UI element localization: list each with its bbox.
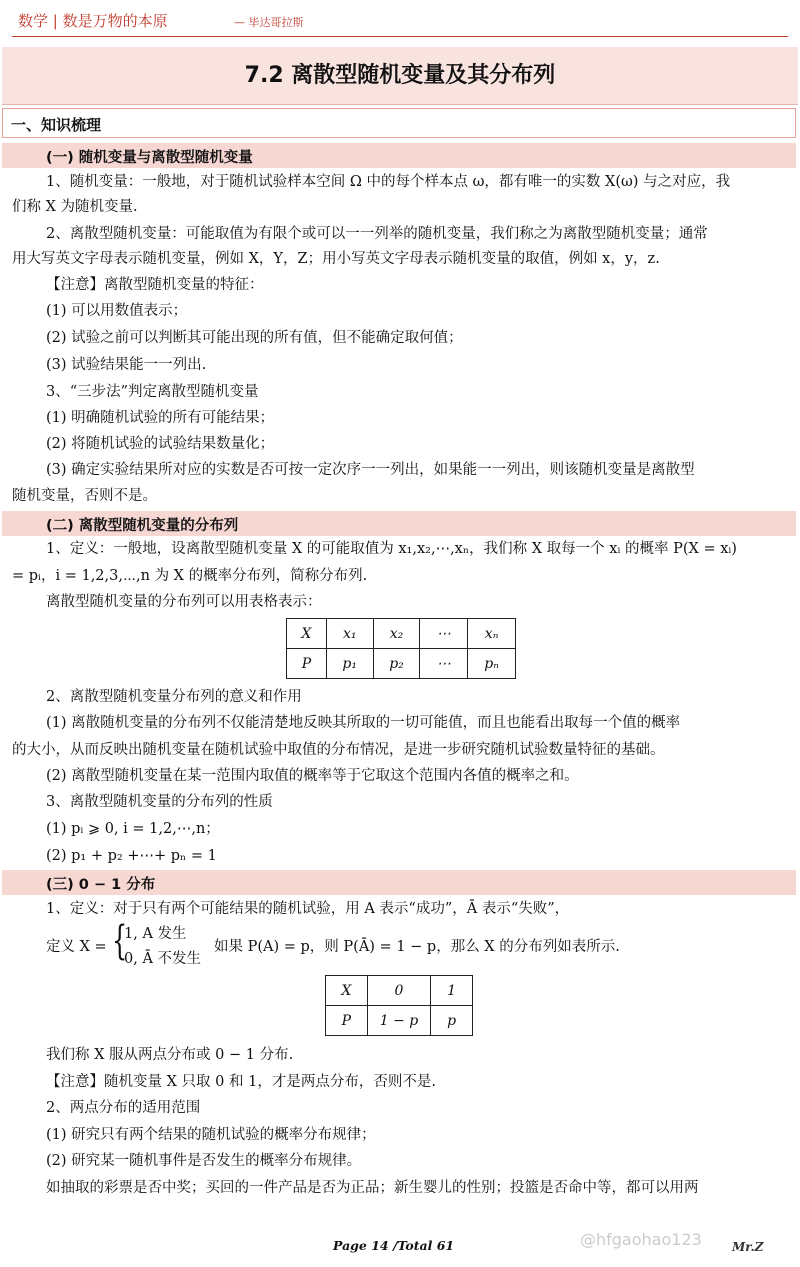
table-cell: 1 − p (367, 1006, 431, 1036)
piecewise-prefix: 定义 X = (46, 939, 107, 955)
list-item: (1) 可以用数值表示； (46, 303, 188, 319)
paragraph-line: = pᵢ，i = 1,2,3,⋯,n 为 X 的概率分布列，简称分布列. (12, 568, 368, 584)
table-cell: x₂ (373, 619, 420, 649)
table-cell: p₂ (373, 649, 420, 679)
table-cell: X (326, 976, 368, 1006)
table-cell: ⋯ (420, 619, 468, 649)
distribution-table (286, 618, 516, 679)
paragraph-line: 如果 P(A) = p，则 P(Ā) = 1 − p，那么 X 的分布列如表所示. (214, 939, 620, 955)
list-item: 随机变量，否则不是。 (12, 488, 157, 504)
table-cell: 1 (431, 976, 473, 1006)
paragraph-line: 3、离散型随机变量的分布列的性质 (46, 794, 273, 810)
table-row (287, 649, 516, 679)
list-item: (2) 试验之前可以判断其可能出现的所有值，但不能确定取何值； (46, 330, 463, 346)
table-cell: ⋯ (420, 649, 468, 679)
piecewise-case-bottom: 0, Ā 不发生 (124, 951, 202, 967)
page-title: 7.2 离散型随机变量及其分布列 (244, 63, 556, 88)
note-line: 【注意】离散型随机变量的特征： (46, 277, 264, 293)
header-motto: 数学 | 数是万物的本原 (18, 12, 168, 30)
page-header (12, 6, 788, 32)
header-rule (12, 36, 788, 37)
title-band (2, 47, 798, 105)
paragraph-line: 3、“三步法”判定离散型随机变量 (46, 384, 259, 400)
table-cell: x₁ (326, 619, 373, 649)
watermark-text: @hfgaohao123 (580, 1230, 702, 1249)
list-item: (2) 研究某一随机事件是否发生的概率分布规律。 (46, 1153, 362, 1169)
list-item: (3) 试验结果能一一列出. (46, 357, 207, 373)
table-cell: p (431, 1006, 473, 1036)
paragraph-line: 用大写英文字母表示随机变量，例如 X，Y，Z；用小写英文字母表示随机变量的取值，例如 x，y，z. (12, 251, 660, 267)
bernoulli-table (325, 975, 473, 1036)
formula-line: (2) p₁ + p₂ +⋯+ pₙ = 1 (46, 848, 217, 864)
paragraph-line: (2) 离散型随机变量在某一范围内取值的概率等于它取这个范围内各值的概率之和。 (46, 768, 579, 784)
paragraph-line: 离散型随机变量的分布列可以用表格表示： (46, 594, 322, 610)
paragraph-line: 如抽取的彩票是否中奖；买回的一件产品是否为正品；新生婴儿的性别；投篮是否命中等，都可以用两 (46, 1180, 699, 1196)
list-item: (2) 将随机试验的试验结果数量化； (46, 436, 275, 452)
table-cell: P (326, 1006, 368, 1036)
paragraph-line: 1、定义：对于只有两个可能结果的随机试验，用 A 表示“成功”，Ā 表示“失败”， (46, 901, 570, 917)
paragraph-line: 1、随机变量：一般地，对于随机试验样本空间 Ω 中的每个样本点 ω，都有唯一的实数 X(ω) 与之对应，我 (46, 174, 731, 190)
subsection-heading-1: (一) 随机变量与离散型随机变量 (2, 143, 796, 168)
subsection-heading-3: (三) 0 − 1 分布 (2, 870, 796, 895)
table-cell: P (287, 649, 327, 679)
subsection-heading-2: (二) 离散型随机变量的分布列 (2, 511, 796, 536)
table-cell: pₙ (468, 649, 516, 679)
paragraph-line: (1) 离散随机变量的分布列不仅能清楚地反映其所取的一切可能值，而且也能看出取每一个值的概率 (46, 715, 681, 731)
brace-symbol: { (112, 918, 128, 964)
paragraph-line: 们称 X 为随机变量. (12, 199, 138, 215)
formula-line: (1) pᵢ ⩾ 0, i = 1,2,⋯,n； (46, 821, 220, 837)
note-line: 【注意】随机变量 X 只取 0 和 1，才是两点分布，否则不是. (46, 1074, 436, 1090)
table-row (287, 619, 516, 649)
table-cell: p₁ (326, 649, 373, 679)
paragraph-line: 1、定义：一般地，设离散型随机变量 X 的可能取值为 x₁,x₂,⋯,xₙ，我们称 X 取每一个 xᵢ 的概率 P(X = xᵢ) (46, 541, 737, 557)
header-attribution: — 毕达哥拉斯 (234, 16, 304, 29)
paragraph-line: 2、离散型随机变量分布列的意义和作用 (46, 689, 302, 705)
piecewise-case-top: 1, A 发生 (124, 926, 187, 942)
paragraph-line: 2、两点分布的适用范围 (46, 1100, 201, 1116)
page-number: Page 14 /Total 61 (333, 1238, 455, 1253)
table-row (326, 976, 473, 1006)
section-heading-text: 一、知识梳理 (11, 116, 102, 134)
paragraph-line: 2、离散型随机变量：可能取值为有限个或可以一一列举的随机变量，我们称之为离散型随机变量；通常 (46, 226, 708, 242)
table-cell: X (287, 619, 327, 649)
list-item: (3) 确定实验结果所对应的实数是否可按一定次序一一列出，如果能一一列出，则该随机变量是离散型 (46, 462, 695, 478)
table-row (326, 1006, 473, 1036)
table-cell: 0 (367, 976, 431, 1006)
footer-author: Mr.Z (732, 1240, 764, 1254)
list-item: (1) 明确随机试验的所有可能结果； (46, 410, 275, 426)
section-heading-knowledge (2, 108, 796, 138)
paragraph-line: 的大小，从而反映出随机变量在随机试验中取值的分布情况，是进一步研究随机试验数量特征的基础。 (12, 742, 665, 758)
table-cell: xₙ (468, 619, 516, 649)
paragraph-line: 我们称 X 服从两点分布或 0 − 1 分布. (46, 1047, 294, 1063)
list-item: (1) 研究只有两个结果的随机试验的概率分布规律； (46, 1127, 376, 1143)
